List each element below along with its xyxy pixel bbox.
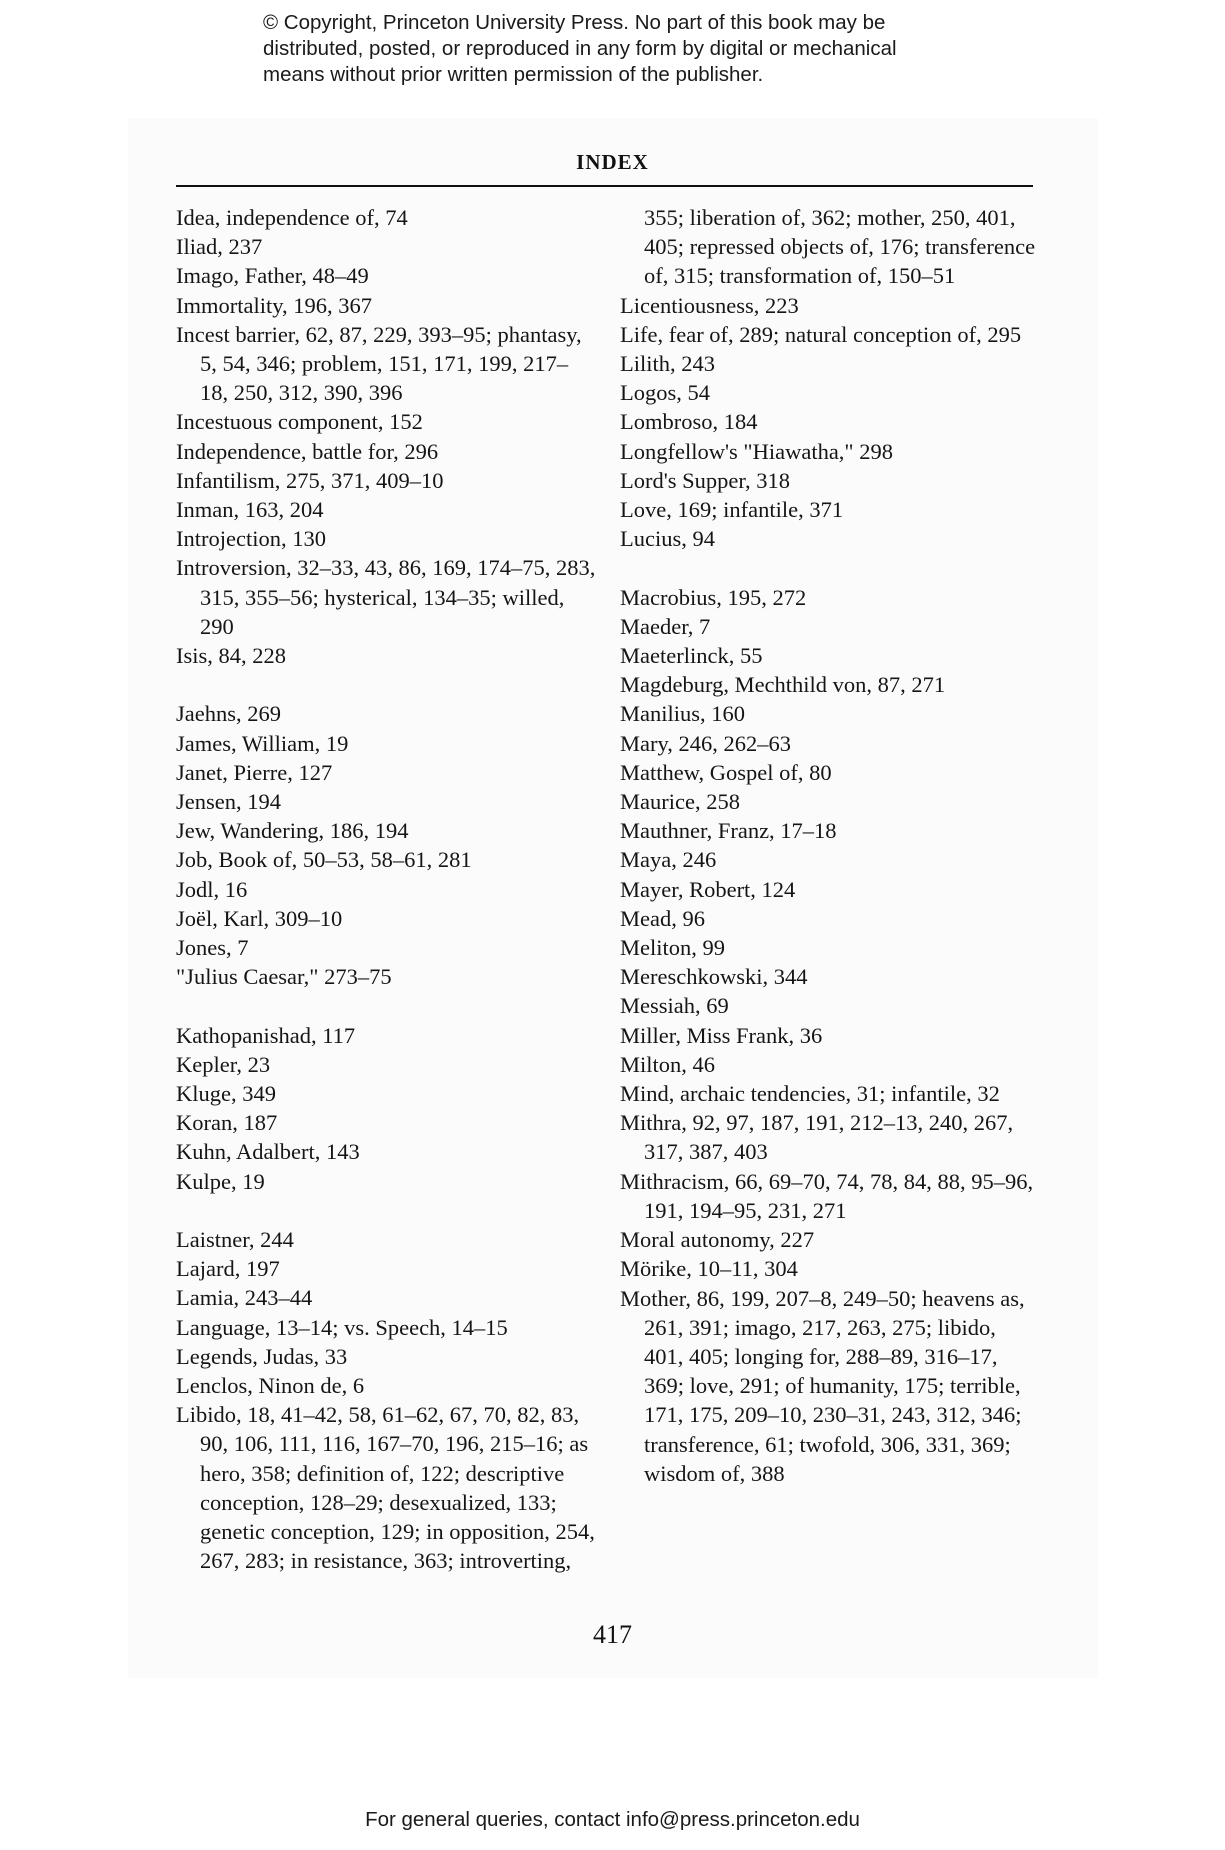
index-entry: Legends, Judas, 33 bbox=[176, 1343, 348, 1369]
index-entry: Mary, 246, 262–63 bbox=[620, 730, 792, 756]
index-entry: Lord's Supper, 318 bbox=[620, 467, 791, 493]
index-entry: Isis, 84, 228 bbox=[176, 643, 287, 669]
index-entry: Mithra, 92, 97, 187, 191, 212–13, 240, 267, 317, 387, 403 bbox=[620, 1110, 1014, 1165]
index-entry: Miller, Miss Frank, 36 bbox=[620, 1022, 823, 1048]
letter-group-gap bbox=[620, 553, 1040, 582]
index-entry: Manilius, 160 bbox=[620, 701, 746, 727]
index-entry: Mayer, Robert, 124 bbox=[620, 876, 796, 902]
index-entry: Jensen, 194 bbox=[176, 789, 281, 815]
copyright-line: distributed, posted, or reproduced in any form by digital or mechanical bbox=[263, 37, 897, 60]
index-entry: Jaehns, 269 bbox=[176, 701, 281, 727]
index-entry: Incestuous component, 152 bbox=[176, 409, 423, 435]
index-entry: Jones, 7 bbox=[176, 935, 249, 961]
index-entry: Lombroso, 184 bbox=[620, 409, 758, 435]
index-entry: Kluge, 349 bbox=[176, 1081, 276, 1107]
index-entry: James, William, 19 bbox=[176, 730, 349, 756]
letter-group-gap bbox=[176, 670, 596, 699]
index-entry: Moral autonomy, 227 bbox=[620, 1227, 815, 1253]
index-entry: Mauthner, Franz, 17–18 bbox=[620, 818, 837, 844]
title-divider bbox=[176, 185, 1033, 187]
index-entry: Meliton, 99 bbox=[620, 935, 725, 961]
letter-group-gap bbox=[176, 991, 596, 1020]
index-entry: "Julius Caesar," 273–75 bbox=[176, 964, 392, 990]
index-entry: Love, 169; infantile, 371 bbox=[620, 497, 844, 523]
index-entry: Lucius, 94 bbox=[620, 526, 715, 552]
index-entry: Introjection, 130 bbox=[176, 526, 326, 552]
copyright-line: means without prior written permission of the publisher. bbox=[263, 63, 764, 86]
index-entry: Mother, 86, 199, 207–8, 249–50; heavens as, 261, 391; imago, 217, 263, 275; libido, 401, 405; longing for, 288–89, 316–17, 369; love, 291; of humanity, 175; terrible, 171, 175, 209–10, 230–31, 243, 312, 346; transference, 61; twofold, 306, 331, 369; wisdom of, 388 bbox=[620, 1285, 1025, 1486]
index-entry: Kulpe, 19 bbox=[176, 1168, 265, 1194]
copyright-notice bbox=[263, 10, 1023, 88]
index-entry: Logos, 54 bbox=[620, 380, 710, 406]
index-entry: Joël, Karl, 309–10 bbox=[176, 905, 343, 931]
index-entry: Messiah, 69 bbox=[620, 993, 729, 1019]
index-entry: Magdeburg, Mechthild von, 87, 271 bbox=[620, 672, 946, 698]
index-entry: Incest barrier, 62, 87, 229, 393–95; phantasy, 5, 54, 346; problem, 151, 171, 199, 217–18, 250, 312, 390, 396 bbox=[176, 321, 582, 406]
index-entry: Licentiousness, 223 bbox=[620, 292, 799, 318]
index-entry: Longfellow's "Hiawatha," 298 bbox=[620, 438, 893, 464]
index-entry: Jew, Wandering, 186, 194 bbox=[176, 818, 409, 844]
index-entry: Koran, 187 bbox=[176, 1110, 278, 1136]
index-entry: Life, fear of, 289; natural conception of, 295 bbox=[620, 321, 1022, 347]
page-title: INDEX bbox=[576, 150, 649, 174]
index-entry: Maurice, 258 bbox=[620, 789, 740, 815]
index-entry: Mind, archaic tendencies, 31; infantile, 32 bbox=[620, 1081, 1000, 1107]
index-left-column bbox=[176, 203, 596, 1576]
index-entry: Maya, 246 bbox=[620, 847, 717, 873]
index-entry: Mörike, 10–11, 304 bbox=[620, 1256, 798, 1282]
index-entry: Janet, Pierre, 127 bbox=[176, 759, 333, 785]
index-entry: Matthew, Gospel of, 80 bbox=[620, 759, 832, 785]
index-entry: Macrobius, 195, 272 bbox=[620, 584, 807, 610]
index-right-column bbox=[620, 203, 1040, 1488]
index-entry: Mithracism, 66, 69–70, 74, 78, 84, 88, 95–96, 191, 194–95, 231, 271 bbox=[620, 1168, 1034, 1223]
index-entry-continuation: 355; liberation of, 362; mother, 250, 401, 405; repressed objects of, 176; transference of, 315; transformation of, 150–51 bbox=[644, 205, 1036, 289]
index-entry: Idea, independence of, 74 bbox=[176, 205, 408, 230]
index-entry: Lilith, 243 bbox=[620, 351, 715, 377]
index-entry: Mead, 96 bbox=[620, 905, 705, 931]
index-entry: Mereschkowski, 344 bbox=[620, 964, 808, 990]
index-entry: Kepler, 23 bbox=[176, 1051, 271, 1077]
index-entry: Job, Book of, 50–53, 58–61, 281 bbox=[176, 847, 472, 873]
copyright-line: © Copyright, Princeton University Press. No part of this book may be bbox=[263, 11, 886, 34]
index-entry: Milton, 46 bbox=[620, 1051, 716, 1077]
page-number: 417 bbox=[593, 1620, 632, 1649]
index-entry: Jodl, 16 bbox=[176, 876, 248, 902]
index-entry: Inman, 163, 204 bbox=[176, 497, 324, 523]
index-entry: Independence, battle for, 296 bbox=[176, 438, 439, 464]
index-entry: Immortality, 196, 367 bbox=[176, 292, 373, 318]
index-entry: Kuhn, Adalbert, 143 bbox=[176, 1139, 360, 1165]
index-entry: Laistner, 244 bbox=[176, 1227, 294, 1253]
index-entry: Imago, Father, 48–49 bbox=[176, 263, 369, 289]
index-entry: Introversion, 32–33, 43, 86, 169, 174–75, 283, 315, 355–56; hysterical, 134–35; willed, 290 bbox=[176, 555, 596, 639]
letter-group-gap bbox=[176, 1196, 596, 1225]
index-entry: Lajard, 197 bbox=[176, 1256, 280, 1282]
index-entry: Maeder, 7 bbox=[620, 613, 711, 639]
index-entry: Lenclos, Ninon de, 6 bbox=[176, 1373, 365, 1399]
footer-contact: For general queries, contact info@press.princeton.edu bbox=[365, 1808, 860, 1831]
index-entry: Kathopanishad, 117 bbox=[176, 1022, 356, 1048]
index-entry: Libido, 18, 41–42, 58, 61–62, 67, 70, 82, 83, 90, 106, 111, 116, 167–70, 196, 215–16; as hero, 358; definition of, 122; descriptive conception, 128–29; desexualized, 133; genetic conception, 129; in opposition, 254, 267, 283; in resistance, 363; introverting, bbox=[176, 1402, 595, 1574]
index-entry: Language, 13–14; vs. Speech, 14–15 bbox=[176, 1314, 508, 1340]
index-entry: Iliad, 237 bbox=[176, 234, 263, 260]
index-entry: Maeterlinck, 55 bbox=[620, 643, 763, 669]
index-entry: Infantilism, 275, 371, 409–10 bbox=[176, 467, 444, 493]
index-entry: Lamia, 243–44 bbox=[176, 1285, 313, 1311]
